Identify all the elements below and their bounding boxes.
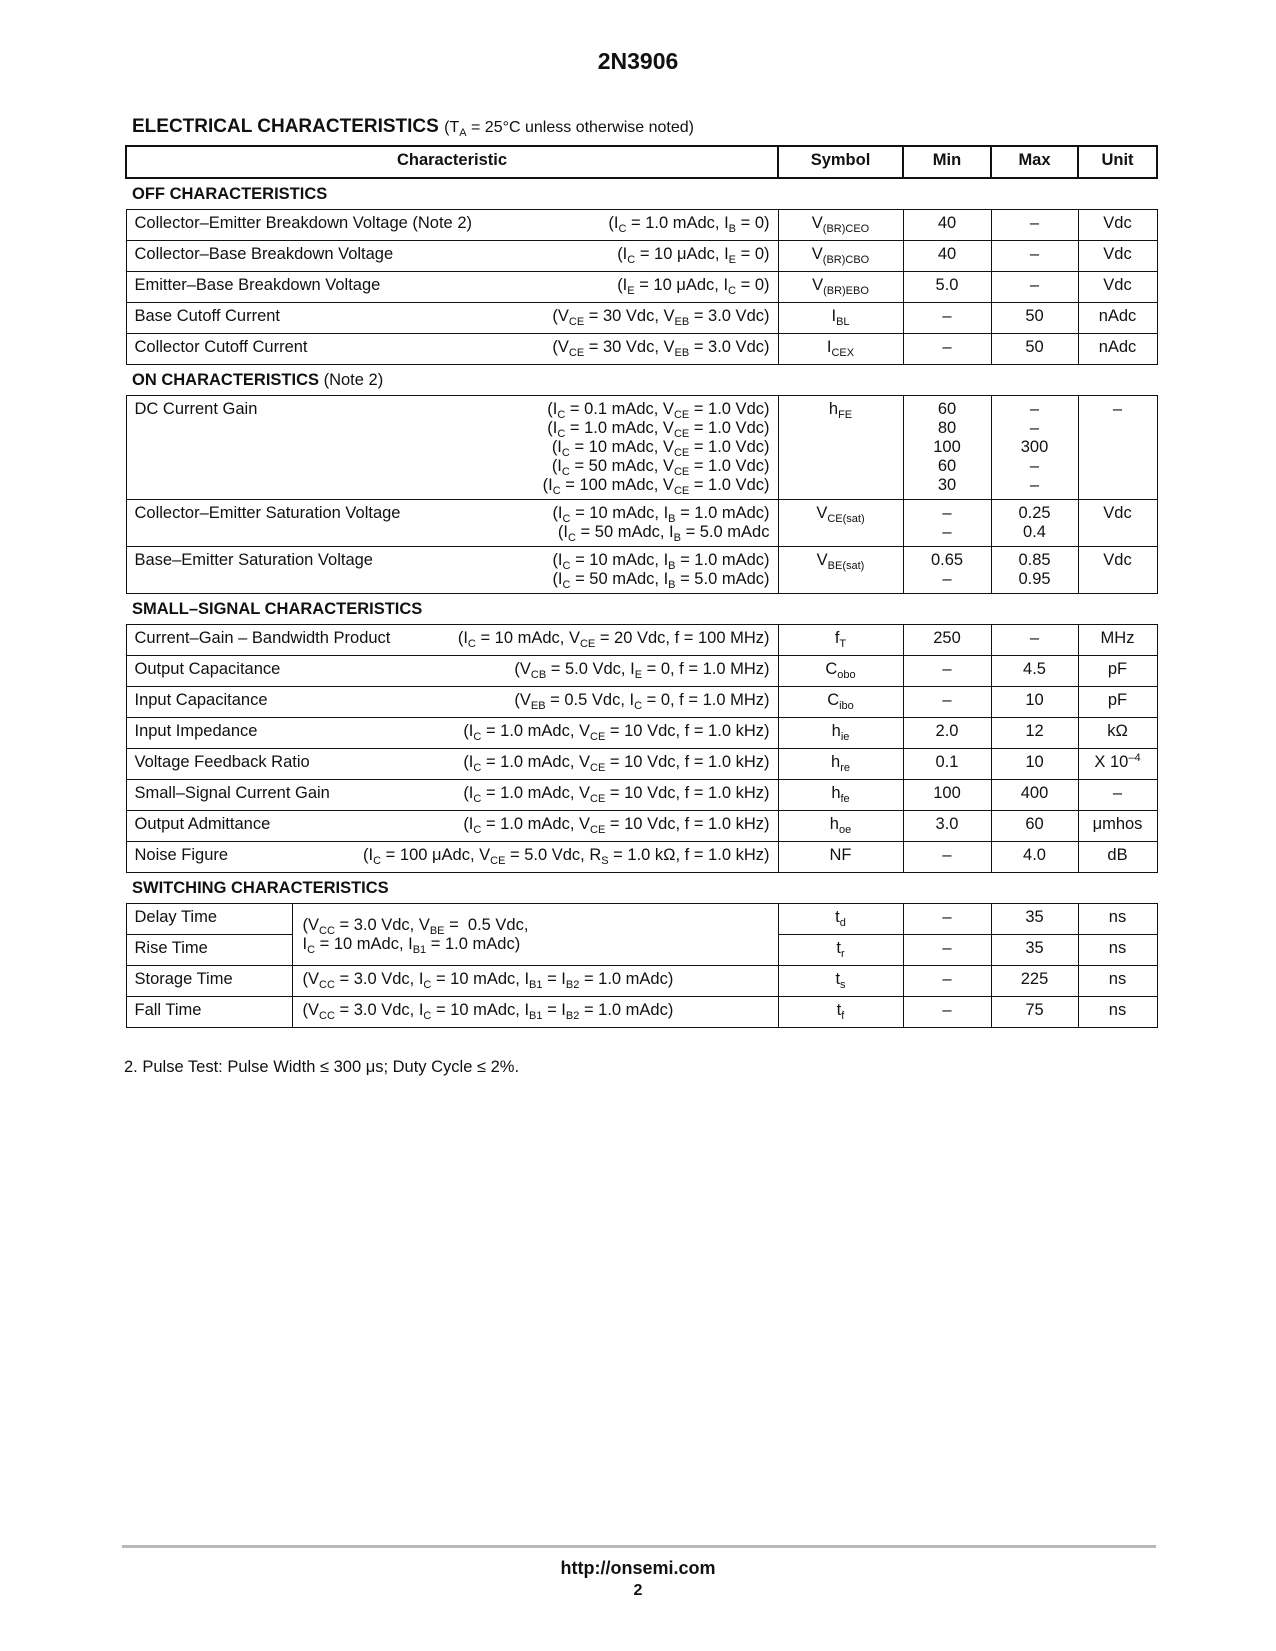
row-min: – [903,687,991,718]
row-symbol: $t_f$ [778,997,903,1028]
row-condition: ($I_C = 1.0$ mAdc, $V_{CE} = 10$ Vdc, f = 1.0 kHz) [463,722,770,743]
row-max: 4.0 [991,842,1078,873]
row-min: 60 80 100 60 30 [903,396,991,500]
row-max: 400 [991,780,1078,811]
header-symbol: Symbol [778,146,903,178]
header-max: Max [991,146,1078,178]
row-min: 40 [903,210,991,241]
section-condition: ($T_A = 25^\circ C$ unless otherwise noted) [444,119,694,139]
row-symbol: $V_{(BR)CEO}$ [778,210,903,241]
row-name: DC Current Gain [134,400,258,418]
row-symbol: $h_{fe}$ [778,780,903,811]
switching-delay-rise-cell [126,904,778,966]
row-condition: ($V_{CC} = 3.0$ Vdc, $I_C = 10$ mAdc, $I_{B1} = I_{B2} = 1.0$ mAdc) [302,970,674,991]
row-max: 4.5 [991,656,1078,687]
row-max: 10 [991,687,1078,718]
row-name: Fall Time [127,997,293,1027]
row-unit: nAdc [1078,303,1157,334]
row-unit: dB [1078,842,1157,873]
row-min: 5.0 [903,272,991,303]
row-condition: ($V_{CC} = 3.0$ Vdc, $V_{BE} = 0.5$ Vdc, $I_C = 10$ mAdc, $I_{B1} = 1.0$ mAdc) [302,916,529,956]
row-symbol: $I_{BL}$ [778,303,903,334]
row-condition: ($V_{EB} = 0.5$ Vdc, $I_C = 0$, f = 1.0 MHz) [514,691,770,712]
group-off: OFF CHARACTERISTICS [126,178,1157,210]
row-unit: ns [1078,935,1157,966]
electrical-characteristics-table [125,145,1158,1028]
row-unit: kΩ [1078,718,1157,749]
footnote: 2. Pulse Test: Pulse Width ≤ 300 μs; Duty Cycle ≤ 2%. [124,1058,520,1076]
row-symbol: $t_s$ [778,966,903,997]
row-symbol: $I_{CEX}$ [778,334,903,365]
row-unit: Vdc [1078,210,1157,241]
row-unit: pF [1078,656,1157,687]
row-unit: ns [1078,904,1157,935]
row-min: 3.0 [903,811,991,842]
table-row [126,780,1157,811]
row-unit: pF [1078,687,1157,718]
row-unit: – [1078,780,1157,811]
row-condition: ($I_E = 10$ μAdc, $I_C = 0$) [617,276,770,297]
group-switching: SWITCHING CHARACTERISTICS [126,873,1157,904]
row-max: 10 [991,749,1078,780]
row-min: 250 [903,625,991,656]
row-max: – [991,625,1078,656]
row-condition: ($V_{CC} = 3.0$ Vdc, $I_C = 10$ mAdc, $I_{B1} = I_{B2} = 1.0$ mAdc) [302,1001,674,1022]
row-symbol: $V_{(BR)EBO}$ [778,272,903,303]
table-row [126,547,1157,594]
row-symbol: $h_{ie}$ [778,718,903,749]
row-symbol: $f_T$ [778,625,903,656]
row-max: – – 300 – – [991,396,1078,500]
row-max: 12 [991,718,1078,749]
table-row [126,966,1157,997]
row-name: Emitter–Base Breakdown Voltage [134,276,381,294]
footer-divider [122,1545,1156,1548]
table-row [126,241,1157,272]
row-symbol: $V_{CE(sat)}$ [778,500,903,547]
header-characteristic: Characteristic [126,146,778,178]
row-max: 50 [991,334,1078,365]
row-min: 100 [903,780,991,811]
row-name: Small–Signal Current Gain [134,784,330,802]
row-unit: ns [1078,997,1157,1028]
row-max: 35 [991,904,1078,935]
switching-fall-cell [126,997,778,1028]
row-symbol: NF [778,842,903,873]
row-name: Collector–Emitter Breakdown Voltage (Note 2) [134,214,472,232]
row-max: 75 [991,997,1078,1028]
row-min: 2.0 [903,718,991,749]
row-symbol: $C_{ibo}$ [778,687,903,718]
table-row [126,718,1157,749]
row-max: 0.25 0.4 [991,500,1078,547]
row-min: – – [903,500,991,547]
row-name: Input Impedance [134,722,258,740]
table-row [126,656,1157,687]
row-symbol: $h_{oe}$ [778,811,903,842]
footer-url[interactable]: http://onsemi.com [560,1558,716,1578]
table-row [126,210,1157,241]
row-max: 35 [991,935,1078,966]
group-small-signal: SMALL–SIGNAL CHARACTERISTICS [126,594,1157,625]
table-row [126,272,1157,303]
table-row [126,904,1157,935]
row-min: – [903,997,991,1028]
row-name: Noise Figure [134,846,229,864]
row-max: – [991,210,1078,241]
row-condition: ($I_C = 100$ μAdc, $V_{CE} = 5.0$ Vdc, $R_S = 1.0$ kΩ, f = 1.0 kHz) [363,846,770,867]
row-name: Current–Gain – Bandwidth Product [134,629,391,647]
table-row [126,842,1157,873]
table-row [126,811,1157,842]
row-min: – [903,334,991,365]
row-condition: ($V_{CE} = 30$ Vdc, $V_{EB} = 3.0$ Vdc) [552,307,770,328]
table-row [126,625,1157,656]
row-symbol: $t_r$ [778,935,903,966]
row-unit: μmhos [1078,811,1157,842]
row-max: 50 [991,303,1078,334]
row-min: 0.1 [903,749,991,780]
row-unit: Vdc [1078,500,1157,547]
page-number: 2 [633,1582,643,1599]
row-min: 40 [903,241,991,272]
group-on: ON CHARACTERISTICS (Note 2) [126,365,1157,396]
row-name: Input Capacitance [134,691,268,709]
row-condition: ($V_{CE} = 30$ Vdc, $V_{EB} = 3.0$ Vdc) [552,338,770,359]
row-name: Rise Time [134,939,208,957]
row-condition: ($I_C = 1.0$ mAdc, $V_{CE} = 10$ Vdc, f = 1.0 kHz) [463,753,770,774]
row-min: – [903,935,991,966]
row-max: – [991,272,1078,303]
table-row [126,500,1157,547]
row-unit: – [1078,396,1157,500]
row-symbol: $t_d$ [778,904,903,935]
table-row [126,687,1157,718]
section-heading [132,116,694,138]
row-unit: Vdc [1078,272,1157,303]
row-unit: Vdc [1078,241,1157,272]
switching-storage-cell [126,966,778,997]
row-name: Storage Time [127,966,293,996]
row-name: Base–Emitter Saturation Voltage [134,551,373,569]
row-name: Output Admittance [134,815,271,833]
row-condition: ($I_C = 1.0$ mAdc, $V_{CE} = 10$ Vdc, f = 1.0 kHz) [463,815,770,836]
row-max: 225 [991,966,1078,997]
row-name: Collector–Emitter Saturation Voltage [134,504,401,522]
row-unit: Vdc [1078,547,1157,594]
row-name: Collector Cutoff Current [134,338,308,356]
row-symbol: $h_{FE}$ [778,396,903,500]
row-unit: MHz [1078,625,1157,656]
row-min: – [903,303,991,334]
row-name: Collector–Base Breakdown Voltage [134,245,394,263]
row-symbol: $V_{BE(sat)}$ [778,547,903,594]
row-condition: ($I_C = 1.0$ mAdc, $V_{CE} = 10$ Vdc, f = 1.0 kHz) [463,784,770,805]
row-min: – [903,966,991,997]
table-row [126,749,1157,780]
header-min: Min [903,146,991,178]
row-max: 60 [991,811,1078,842]
row-symbol: $C_{obo}$ [778,656,903,687]
row-symbol: $V_{(BR)CBO}$ [778,241,903,272]
header-unit: Unit [1078,146,1157,178]
row-name: Base Cutoff Current [134,307,281,325]
row-max: – [991,241,1078,272]
part-number-title: 2N3906 [597,48,679,74]
row-min: – [903,904,991,935]
row-unit: nAdc [1078,334,1157,365]
row-min: – [903,656,991,687]
row-min: – [903,842,991,873]
row-condition: ($I_C = 10$ μAdc, $I_E = 0$) [617,245,770,266]
row-condition: ($I_C = 10$ mAdc, $I_B = 1.0$ mAdc) ($I_C = 50$ mAdc, $I_B = 5.0$ mAdc [552,504,770,544]
row-max: 0.85 0.95 [991,547,1078,594]
row-condition: ($V_{CB} = 5.0$ Vdc, $I_E = 0$, f = 1.0 MHz) [514,660,770,681]
row-condition: ($I_C = 1.0$ mAdc, $I_B = 0$) [608,214,770,235]
row-name: Delay Time [127,904,292,935]
row-min: 0.65 – [903,547,991,594]
row-name: Voltage Feedback Ratio [134,753,310,771]
row-condition: ($I_C = 10$ mAdc, $I_B = 1.0$ mAdc) ($I_C = 50$ mAdc, $I_B = 5.0$ mAdc) [552,551,770,591]
section-title: ELECTRICAL CHARACTERISTICS [132,116,439,137]
row-condition: ($I_C = 0.1$ mAdc, $V_{CE} = 1.0$ Vdc) ($I_C = 1.0$ mAdc, $V_{CE} = 1.0$ Vdc) ($I_C = 10$ mAdc, $V_{CE} = 1.0$ Vdc) ($I_C = 50$ mAdc, $V_{CE} = 1.0$ Vdc) ($I_C = 100$ mAdc, $V_{CE} = 1.0$ Vdc) [542,400,770,497]
row-name: Output Capacitance [134,660,281,678]
table-header-row [126,146,1157,178]
table-row [126,997,1157,1028]
row-unit: X $10^{-4}$ [1078,749,1157,780]
row-symbol: $h_{re}$ [778,749,903,780]
row-unit: ns [1078,966,1157,997]
row-condition: ($I_C = 10$ mAdc, $V_{CE} = 20$ Vdc, f = 100 MHz) [457,629,770,650]
table-row [126,303,1157,334]
table-row [126,396,1157,500]
table-row [126,334,1157,365]
